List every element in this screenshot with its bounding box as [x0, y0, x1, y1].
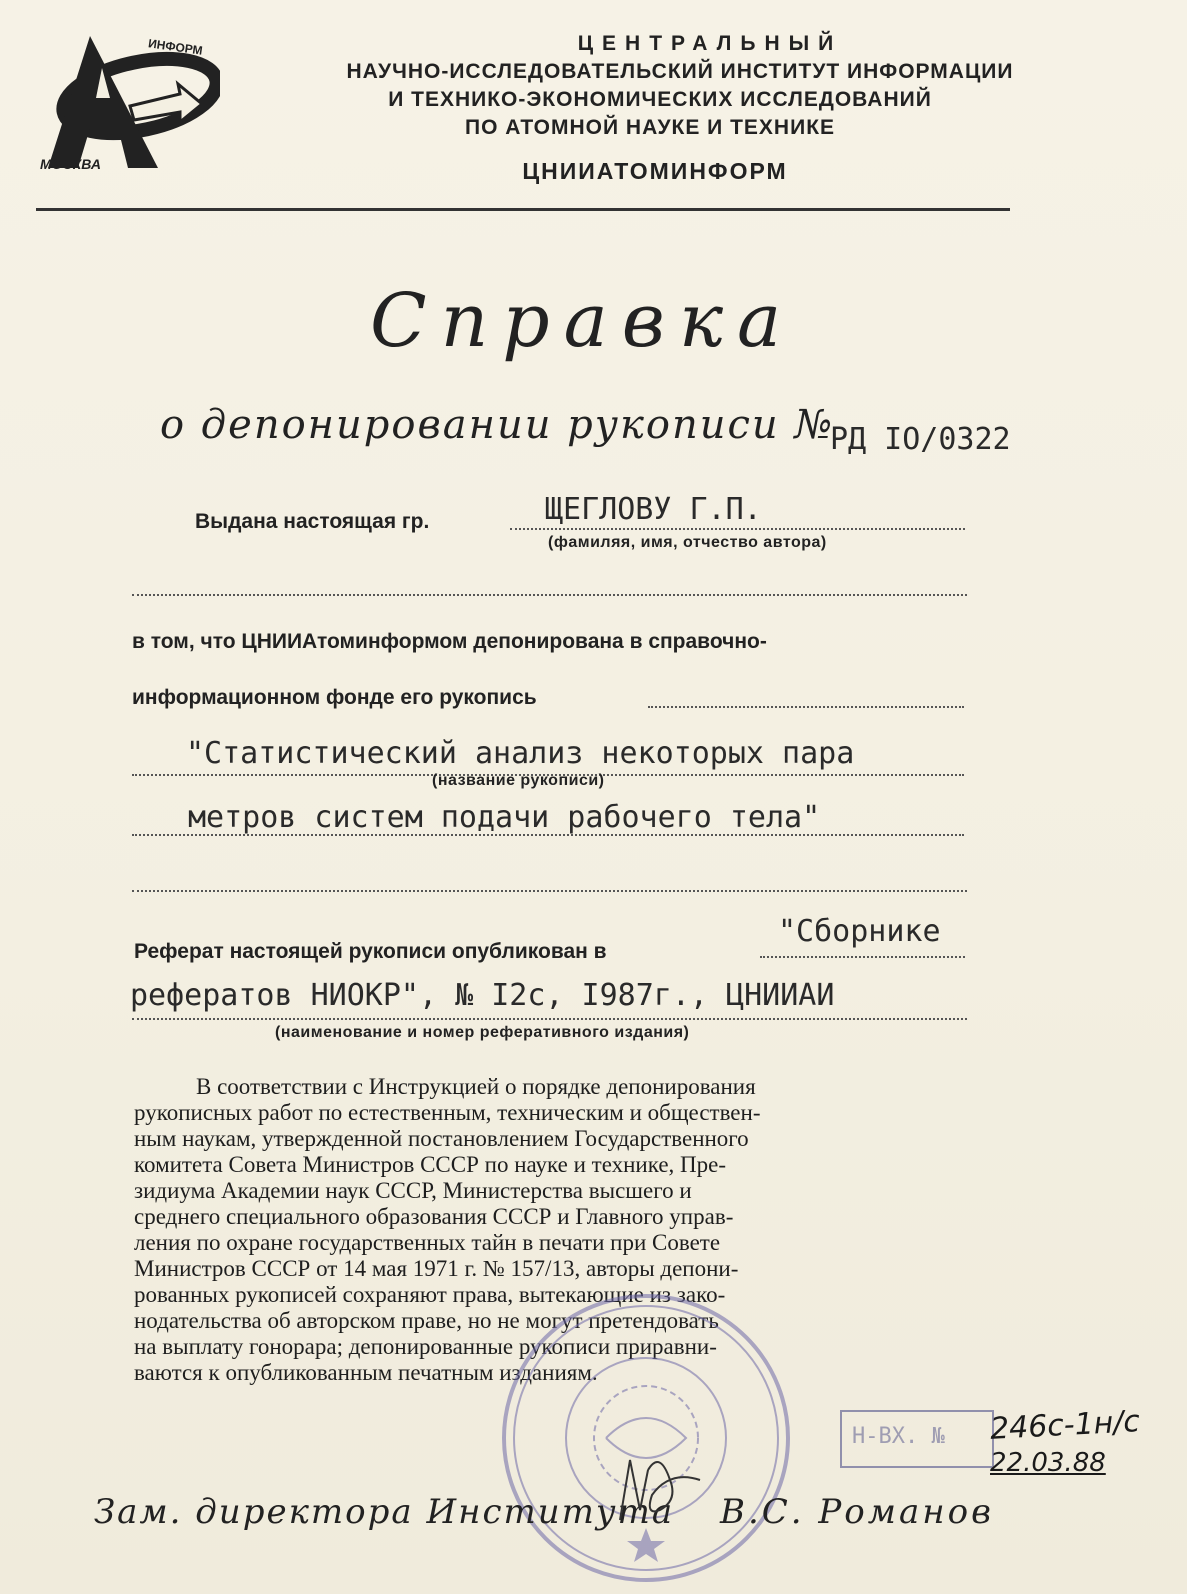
issued-dotted-line [510, 528, 965, 530]
paragraph-line: рукописных работ по естественным, техническим и обществен- [134, 1100, 761, 1125]
header-abbreviation: ЦНИИАТОМИНФОРМ [522, 158, 788, 184]
issued-label: Выдана настоящая гр. [195, 510, 430, 533]
header-line-3: И ТЕХНИКО-ЭКОНОМИЧЕСКИХ ИССЛЕДОВАНИЙ [388, 88, 932, 111]
header-line-2: НАУЧНО-ИССЛЕДОВАТЕЛЬСКИЙ ИНСТИТУТ ИНФОРМАЦИИ [346, 60, 1014, 83]
registration-number: 246с-1н/с [989, 1404, 1141, 1447]
paragraph-line: рованных рукописей сохраняют права, вытекающие из зако- [134, 1282, 726, 1307]
manuscript-dotted-line-2 [132, 834, 964, 836]
signatory-name: В.С. Романов [720, 1492, 994, 1532]
issued-caption: (фамиляя, имя, отчество автора) [548, 534, 827, 551]
document-subtitle: о депонировании рукописи № [160, 402, 835, 448]
abstract-caption: (наименование и номер реферативного издания) [275, 1024, 690, 1041]
official-seal-icon [496, 1288, 796, 1588]
statement-line-1: в том, что ЦНИИАтоминформом депонирована в справочно- [132, 630, 767, 653]
manuscript-caption: (название рукописи) [432, 772, 605, 789]
registration-date: 22.03.88 [990, 1448, 1106, 1478]
abstract-dotted-line-1 [760, 956, 965, 958]
abstract-dotted-line-2 [132, 1018, 967, 1020]
statement-line-2: информационном фонде его рукопись [132, 686, 537, 709]
document-title: Справка [370, 278, 796, 364]
registration-stamp [840, 1410, 994, 1468]
signature-icon [600, 1440, 720, 1530]
paragraph-line: В соответствии с Инструкцией о порядке депонирования [196, 1074, 756, 1099]
header-divider [36, 208, 1010, 211]
institute-logo [30, 28, 220, 178]
paragraph-line: Министров СССР от 14 мая 1971 г. № 157/13, авторы депони- [134, 1256, 739, 1281]
signatory-position: Зам. директора Института [94, 1492, 675, 1532]
statement-dotted-line [648, 706, 964, 708]
paragraph-line: зидиума Академии наук СССР, Министерства высшего и [134, 1178, 692, 1203]
abstract-label: Реферат настоящей рукописи опубликован в [134, 940, 607, 963]
paragraph-line: нодательства об авторском праве, но не могут претендовать [134, 1308, 719, 1333]
paragraph-line: на выплату гонорара; депонированные рукописи приравни- [134, 1334, 717, 1359]
paragraph-line: комитета Совета Министров СССР по науке и технике, Пре- [134, 1152, 727, 1177]
paragraph-line: ным наукам, утвержденной постановлением Государственного [134, 1126, 749, 1151]
logo-text-bottom: МОСКВА [40, 156, 101, 172]
registration-stamp-label: Н-ВХ. № [852, 1424, 945, 1449]
header-line-4: ПО АТОМНОЙ НАУКЕ И ТЕХНИКЕ [464, 116, 836, 139]
paragraph-line: ления по охране государственных тайн в печати при Совете [134, 1230, 721, 1255]
abstract-value-line-1: "Сборнике [778, 914, 941, 949]
paragraph-line: ваются к опубликованным печатным изданиям. [134, 1360, 598, 1385]
paragraph-line: среднего специального образования СССР и Главного управ- [134, 1204, 734, 1229]
manuscript-title-line-2: метров систем подачи рабочего тела" [188, 800, 821, 835]
issued-value: ЩЕГЛОВУ Г.П. [545, 492, 762, 527]
abstract-value-line-2: рефератов НИОКР", № I2с, I987г., ЦНИИАИ [130, 978, 835, 1013]
logo-text-top: ИНФОРМ [147, 36, 204, 58]
header-line-1: ЦЕНТРАЛЬНЫЙ [577, 32, 843, 55]
document-number: РД IO/0322 [830, 422, 1011, 457]
manuscript-dotted-line-3 [132, 890, 967, 892]
issued-extra-line [132, 594, 967, 596]
manuscript-title-line-1: "Статистический анализ некоторых пара [186, 736, 855, 771]
